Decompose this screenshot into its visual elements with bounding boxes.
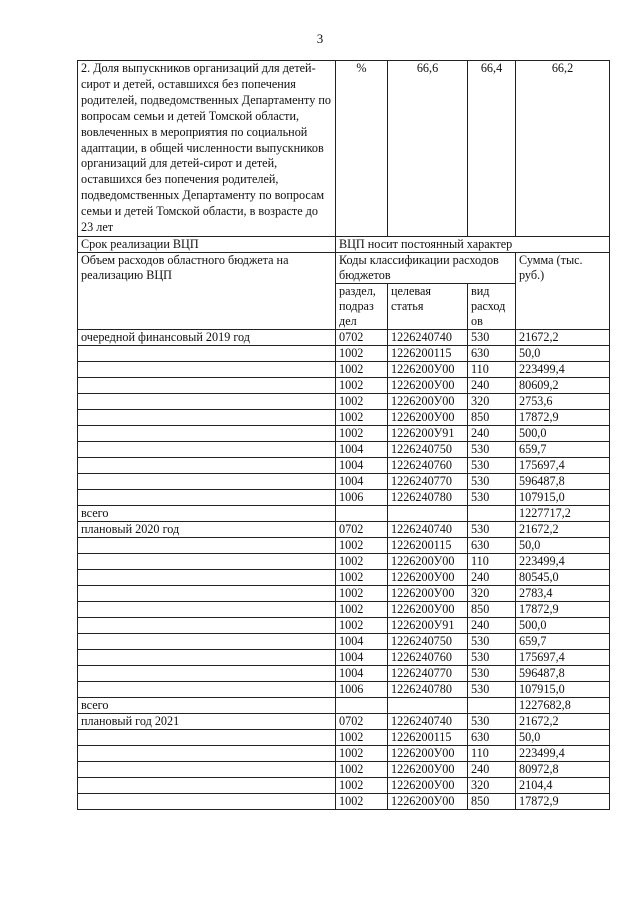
row-sum: 17872,9 xyxy=(516,409,610,425)
row-target-article: 1226200У00 xyxy=(388,761,468,777)
empty-cell xyxy=(78,793,336,809)
row-target-article: 1226240780 xyxy=(388,681,468,697)
table-row xyxy=(78,569,610,585)
row-section-code: 1002 xyxy=(336,425,388,441)
row-section-code: 1002 xyxy=(336,537,388,553)
total-value: 1227717,2 xyxy=(516,505,610,521)
row-sum: 21672,2 xyxy=(516,521,610,537)
row-target-article: 1226240770 xyxy=(388,665,468,681)
budget-table xyxy=(77,60,610,810)
row-section-code: 1004 xyxy=(336,665,388,681)
table-row xyxy=(78,457,610,473)
table-row xyxy=(78,489,610,505)
empty-cell xyxy=(78,537,336,553)
empty-cell xyxy=(336,697,388,713)
table-row xyxy=(78,393,610,409)
row-section-code: 1002 xyxy=(336,345,388,361)
col-type-header: вид расход ов xyxy=(468,283,516,329)
empty-cell xyxy=(78,617,336,633)
indicator-row xyxy=(78,61,610,237)
empty-cell xyxy=(78,681,336,697)
row-expense-type: 850 xyxy=(468,409,516,425)
table-row xyxy=(78,617,610,633)
table-row xyxy=(78,377,610,393)
sum-header: Сумма (тыс. руб.) xyxy=(516,252,610,329)
row-sum: 659,7 xyxy=(516,633,610,649)
row-target-article: 1226200У00 xyxy=(388,409,468,425)
row-section-code: 1002 xyxy=(336,585,388,601)
total-value: 1227682,8 xyxy=(516,697,610,713)
row-expense-type: 850 xyxy=(468,601,516,617)
row-expense-type: 850 xyxy=(468,793,516,809)
row-target-article: 1226240750 xyxy=(388,633,468,649)
table-row xyxy=(78,441,610,457)
empty-cell xyxy=(78,345,336,361)
row-section-code: 1002 xyxy=(336,601,388,617)
row-section-code: 0702 xyxy=(336,329,388,345)
row-expense-type: 630 xyxy=(468,345,516,361)
row-expense-type: 240 xyxy=(468,617,516,633)
row-target-article: 1226240770 xyxy=(388,473,468,489)
row-expense-type: 240 xyxy=(468,377,516,393)
row-expense-type: 320 xyxy=(468,393,516,409)
row-sum: 50,0 xyxy=(516,537,610,553)
row-target-article: 1226200У91 xyxy=(388,425,468,441)
empty-cell xyxy=(78,729,336,745)
row-sum: 17872,9 xyxy=(516,793,610,809)
row-target-article: 1226200У00 xyxy=(388,777,468,793)
row-sum: 659,7 xyxy=(516,441,610,457)
table-row xyxy=(78,665,610,681)
row-sum: 2783,4 xyxy=(516,585,610,601)
row-sum: 175697,4 xyxy=(516,649,610,665)
row-section-code: 1004 xyxy=(336,473,388,489)
row-target-article: 1226200115 xyxy=(388,537,468,553)
empty-cell xyxy=(78,633,336,649)
row-section-code: 1004 xyxy=(336,441,388,457)
empty-cell xyxy=(78,489,336,505)
row-target-article: 1226200У00 xyxy=(388,585,468,601)
row-target-article: 1226200У00 xyxy=(388,745,468,761)
row-target-article: 1226240760 xyxy=(388,649,468,665)
row-expense-type: 530 xyxy=(468,441,516,457)
row-section-code: 1002 xyxy=(336,617,388,633)
row-sum: 21672,2 xyxy=(516,713,610,729)
indicator-unit: % xyxy=(336,61,388,237)
empty-cell xyxy=(336,505,388,521)
row-section-code: 1006 xyxy=(336,489,388,505)
empty-cell xyxy=(78,569,336,585)
row-expense-type: 530 xyxy=(468,713,516,729)
row-expense-type: 530 xyxy=(468,681,516,697)
empty-cell xyxy=(78,473,336,489)
row-sum: 80972,8 xyxy=(516,761,610,777)
row-sum: 596487,8 xyxy=(516,473,610,489)
row-expense-type: 530 xyxy=(468,329,516,345)
total-label: всего xyxy=(78,505,336,521)
row-expense-type: 240 xyxy=(468,425,516,441)
row-expense-type: 530 xyxy=(468,457,516,473)
table-row xyxy=(78,409,610,425)
table-row xyxy=(78,777,610,793)
table-row xyxy=(78,633,610,649)
empty-cell xyxy=(78,665,336,681)
row-section-code: 1002 xyxy=(336,569,388,585)
row-expense-type: 530 xyxy=(468,521,516,537)
total-row xyxy=(78,505,610,521)
row-target-article: 1226240750 xyxy=(388,441,468,457)
row-expense-type: 630 xyxy=(468,537,516,553)
empty-cell xyxy=(78,377,336,393)
row-section-code: 1002 xyxy=(336,729,388,745)
row-section-code: 1002 xyxy=(336,409,388,425)
row-section-code: 1002 xyxy=(336,393,388,409)
row-target-article: 1226200У00 xyxy=(388,793,468,809)
col-section-header: раздел, подраз дел xyxy=(336,283,388,329)
row-sum: 50,0 xyxy=(516,345,610,361)
table-row xyxy=(78,553,610,569)
row-section-code: 1004 xyxy=(336,457,388,473)
row-target-article: 1226240740 xyxy=(388,329,468,345)
row-sum: 2104,4 xyxy=(516,777,610,793)
empty-cell xyxy=(388,697,468,713)
row-target-article: 1226200У00 xyxy=(388,377,468,393)
row-section-code: 0702 xyxy=(336,521,388,537)
table-row xyxy=(78,537,610,553)
row-expense-type: 110 xyxy=(468,745,516,761)
table-row xyxy=(78,601,610,617)
total-label: всего xyxy=(78,697,336,713)
empty-cell xyxy=(78,649,336,665)
row-section-code: 1002 xyxy=(336,553,388,569)
indicator-value-2019: 66,6 xyxy=(388,61,468,237)
empty-cell xyxy=(78,393,336,409)
row-expense-type: 530 xyxy=(468,665,516,681)
empty-cell xyxy=(78,553,336,569)
period-label: плановый год 2021 xyxy=(78,713,336,729)
row-section-code: 1002 xyxy=(336,745,388,761)
row-target-article: 1226200У00 xyxy=(388,393,468,409)
row-section-code: 1002 xyxy=(336,777,388,793)
table-row xyxy=(78,681,610,697)
row-sum: 175697,4 xyxy=(516,457,610,473)
budget-label: Объем расходов областного бюджета на реализацию ВЦП xyxy=(78,252,336,329)
row-section-code: 1002 xyxy=(336,793,388,809)
row-expense-type: 320 xyxy=(468,777,516,793)
row-sum: 107915,0 xyxy=(516,489,610,505)
term-label: Срок реализации ВЦП xyxy=(78,236,336,252)
table-row xyxy=(78,761,610,777)
table-row xyxy=(78,793,610,809)
row-section-code: 0702 xyxy=(336,713,388,729)
term-row xyxy=(78,236,610,252)
row-target-article: 1226200У00 xyxy=(388,601,468,617)
empty-cell xyxy=(468,697,516,713)
indicator-text: 2. Доля выпускников организаций для детей-сирот и детей, оставшихся без попечения родителей, подведомственных Департаменту по вопросам семьи и детей Томской области, вовлеченных в мероприятия по социальной адаптации, в общей численности выпускников организаций для детей-сирот и детей, оставшихся без попечения родителей, подведомственных Департаменту по вопросам семьи и детей Томской области, в возрасте до 23 лет xyxy=(78,61,336,237)
codes-header: Коды классификации расходов бюджетов xyxy=(336,252,516,283)
row-expense-type: 530 xyxy=(468,649,516,665)
row-target-article: 1226240740 xyxy=(388,713,468,729)
empty-cell xyxy=(78,601,336,617)
row-sum: 500,0 xyxy=(516,617,610,633)
row-expense-type: 110 xyxy=(468,361,516,377)
indicator-value-2020: 66,4 xyxy=(468,61,516,237)
table-row xyxy=(78,425,610,441)
row-expense-type: 530 xyxy=(468,489,516,505)
table-row xyxy=(78,713,610,729)
row-target-article: 1226200У00 xyxy=(388,553,468,569)
row-sum: 500,0 xyxy=(516,425,610,441)
row-target-article: 1226240780 xyxy=(388,489,468,505)
page-number: 3 xyxy=(316,31,324,46)
row-section-code: 1004 xyxy=(336,633,388,649)
row-sum: 596487,8 xyxy=(516,665,610,681)
empty-cell xyxy=(78,361,336,377)
row-target-article: 1226200У91 xyxy=(388,617,468,633)
row-section-code: 1002 xyxy=(336,361,388,377)
empty-cell xyxy=(78,457,336,473)
row-target-article: 1226240740 xyxy=(388,521,468,537)
empty-cell xyxy=(78,425,336,441)
indicator-value-2021: 66,2 xyxy=(516,61,610,237)
table-row xyxy=(78,729,610,745)
empty-cell xyxy=(78,585,336,601)
row-expense-type: 630 xyxy=(468,729,516,745)
empty-cell xyxy=(468,505,516,521)
col-article-header: целевая статья xyxy=(388,283,468,329)
empty-cell xyxy=(78,777,336,793)
row-target-article: 1226200115 xyxy=(388,729,468,745)
table-row xyxy=(78,585,610,601)
row-expense-type: 240 xyxy=(468,761,516,777)
term-value: ВЦП носит постоянный характер xyxy=(336,236,610,252)
row-section-code: 1006 xyxy=(336,681,388,697)
row-section-code: 1002 xyxy=(336,761,388,777)
row-expense-type: 530 xyxy=(468,633,516,649)
row-sum: 17872,9 xyxy=(516,601,610,617)
table-row xyxy=(78,473,610,489)
empty-cell xyxy=(388,505,468,521)
row-sum: 50,0 xyxy=(516,729,610,745)
row-sum: 223499,4 xyxy=(516,361,610,377)
row-section-code: 1002 xyxy=(336,377,388,393)
row-sum: 223499,4 xyxy=(516,745,610,761)
row-expense-type: 320 xyxy=(468,585,516,601)
table-row xyxy=(78,361,610,377)
row-section-code: 1004 xyxy=(336,649,388,665)
table-row xyxy=(78,345,610,361)
row-sum: 80609,2 xyxy=(516,377,610,393)
row-target-article: 1226240760 xyxy=(388,457,468,473)
empty-cell xyxy=(78,409,336,425)
table-row xyxy=(78,745,610,761)
row-expense-type: 530 xyxy=(468,473,516,489)
row-sum: 80545,0 xyxy=(516,569,610,585)
row-sum: 21672,2 xyxy=(516,329,610,345)
period-label: очередной финансовый 2019 год xyxy=(78,329,336,345)
row-expense-type: 240 xyxy=(468,569,516,585)
row-sum: 2753,6 xyxy=(516,393,610,409)
budget-header-row xyxy=(78,252,610,283)
total-row xyxy=(78,697,610,713)
row-target-article: 1226200115 xyxy=(388,345,468,361)
row-sum: 107915,0 xyxy=(516,681,610,697)
row-target-article: 1226200У00 xyxy=(388,569,468,585)
row-sum: 223499,4 xyxy=(516,553,610,569)
empty-cell xyxy=(78,761,336,777)
empty-cell xyxy=(78,745,336,761)
row-expense-type: 110 xyxy=(468,553,516,569)
period-label: плановый 2020 год xyxy=(78,521,336,537)
table-row xyxy=(78,649,610,665)
row-target-article: 1226200У00 xyxy=(388,361,468,377)
empty-cell xyxy=(78,441,336,457)
table-row xyxy=(78,521,610,537)
table-row xyxy=(78,329,610,345)
